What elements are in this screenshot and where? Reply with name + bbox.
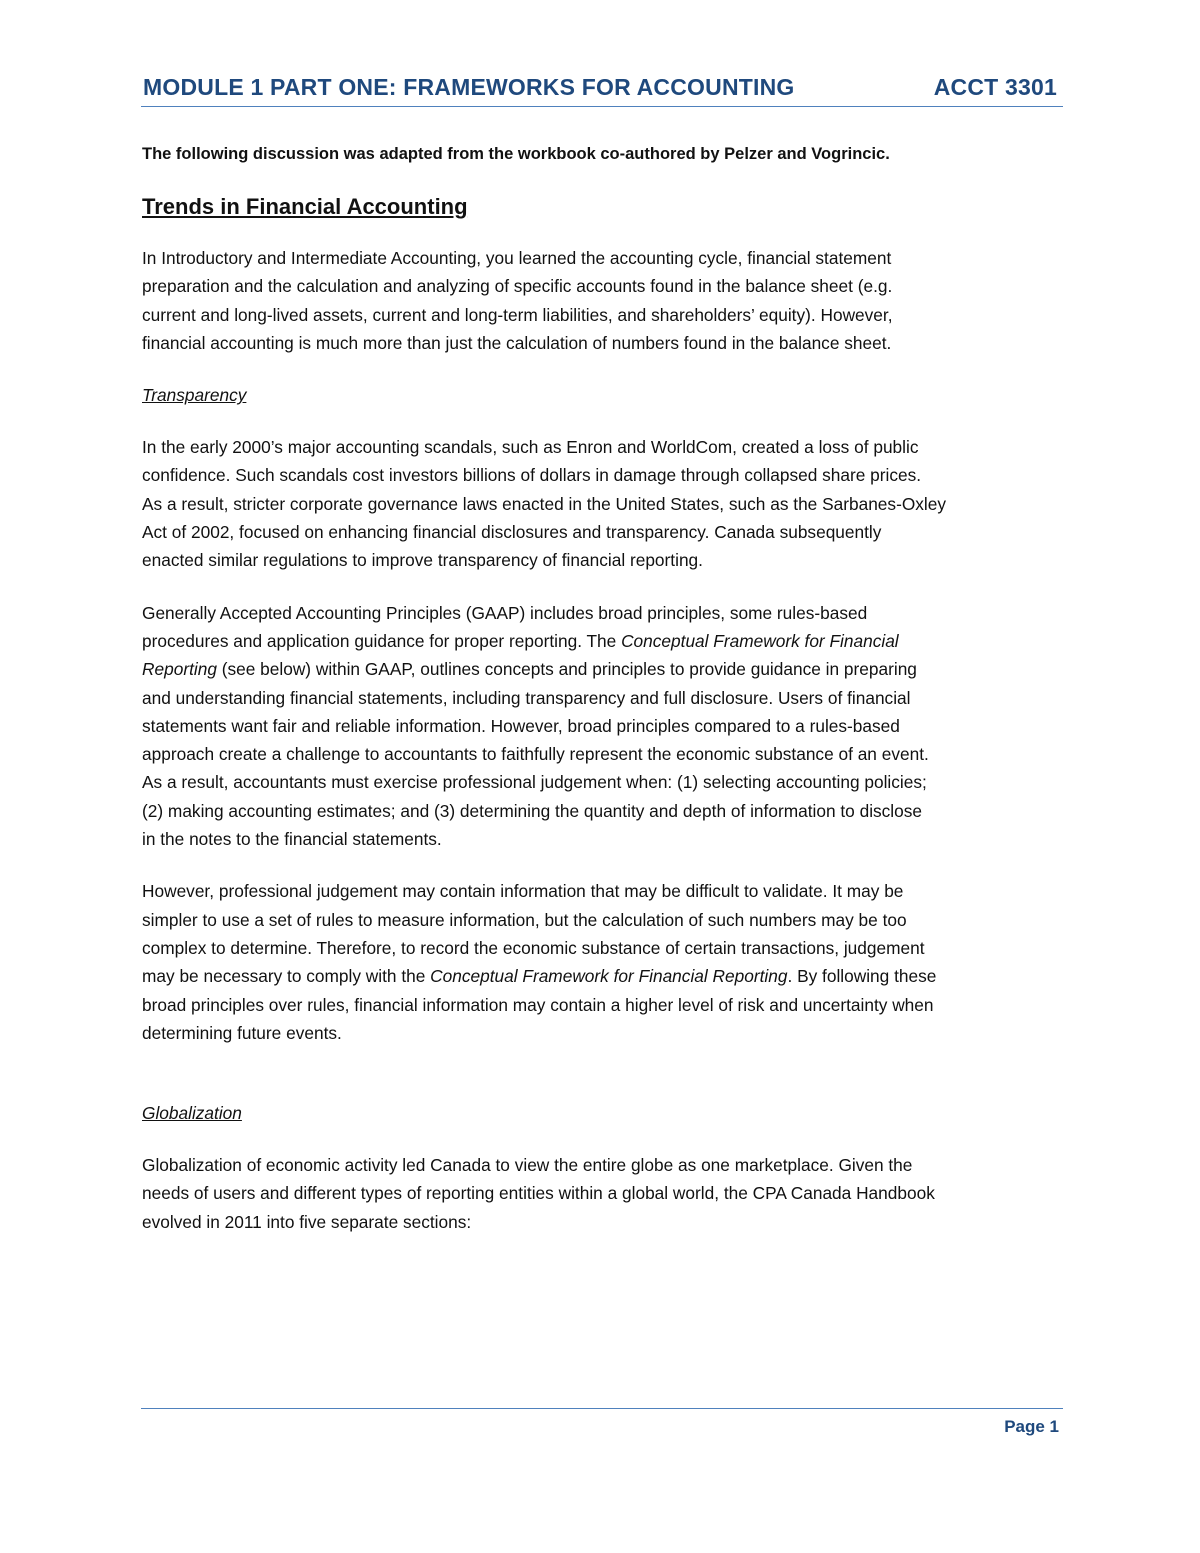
text-line: evolved in 2011 into five separate sections: bbox=[142, 1211, 472, 1232]
text-line: Globalization of economic activity led Canada to view the entire globe as one marketplace. Given the bbox=[142, 1155, 913, 1176]
text-line: Generally Accepted Accounting Principles (GAAP) includes broad principles, some rules-based bbox=[142, 602, 868, 623]
header-title: MODULE 1 PART ONE: FRAMEWORKS FOR ACCOUNTING bbox=[143, 74, 795, 100]
page-header bbox=[141, 72, 1063, 107]
text-line bbox=[142, 655, 1062, 683]
text-line: broad principles over rules, financial information may contain a higher level of risk and uncertainty when bbox=[142, 994, 934, 1015]
text-run: procedures and application guidance for proper reporting. The bbox=[142, 630, 622, 651]
text-line: As a result, stricter corporate governance laws enacted in the United States, such as the Sarbanes-Oxley bbox=[142, 493, 946, 514]
page-number: Page 1 bbox=[1004, 1417, 1059, 1436]
text-line: In Introductory and Intermediate Accounting, you learned the accounting cycle, financial statement bbox=[142, 248, 892, 268]
subheading-transparency: Transparency bbox=[142, 385, 247, 406]
text-line: current and long-lived assets, current and long-term liabilities, and shareholders’ equity). However, bbox=[142, 304, 893, 325]
italic-title-run: Conceptual Framework for Financial Reporting bbox=[430, 966, 788, 987]
text-line: simpler to use a set of rules to measure information, but the calculation of such numbers may be too bbox=[142, 909, 907, 930]
text-line bbox=[142, 627, 1062, 655]
text-line bbox=[142, 962, 1062, 990]
text-line: determining future events. bbox=[142, 1022, 342, 1043]
text-line: enacted similar regulations to improve transparency of financial reporting. bbox=[142, 550, 703, 571]
paragraph-gaap bbox=[142, 599, 1062, 854]
text-run: may be necessary to comply with the bbox=[142, 966, 431, 987]
text-run: (see below) within GAAP, outlines concepts and principles to provide guidance in preparing bbox=[216, 659, 917, 680]
text-line: (2) making accounting estimates; and (3) determining the quantity and depth of information to disclose bbox=[142, 800, 923, 821]
paragraph-globalization bbox=[142, 1151, 1062, 1236]
text-line: statements want fair and reliable information. However, broad principles compared to a rules-based bbox=[142, 715, 900, 736]
text-line: and understanding financial statements, including transparency and full disclosure. Users of financial bbox=[142, 687, 911, 708]
paragraph-intro bbox=[142, 244, 1062, 357]
text-line: complex to determine. Therefore, to record the economic substance of certain transactions, judgement bbox=[142, 937, 925, 958]
text-line: preparation and the calculation and analyzing of specific accounts found in the balance sheet (e.g. bbox=[142, 276, 893, 297]
subheading-globalization: Globalization bbox=[142, 1103, 242, 1124]
paragraph-judgement bbox=[142, 877, 1062, 1047]
section-heading-trends: Trends in Financial Accounting bbox=[142, 194, 468, 219]
text-line: confidence. Such scandals cost investors billions of dollars in damage through collapsed share prices. bbox=[142, 465, 922, 486]
paragraph-transparency bbox=[142, 433, 1062, 574]
text-run: . By following these bbox=[787, 966, 937, 987]
document-body bbox=[142, 140, 1062, 1260]
text-line: Act of 2002, focused on enhancing financial disclosures and transparency. Canada subsequently bbox=[142, 522, 882, 543]
header-course-code: ACCT 3301 bbox=[933, 74, 1057, 100]
intro-note: The following discussion was adapted from the workbook co-authored by Pelzer and Vogrincic. bbox=[142, 145, 890, 163]
text-line: However, professional judgement may contain information that may be difficult to validate. It may be bbox=[142, 881, 904, 902]
text-line: financial accounting is much more than just the calculation of numbers found in the balance sheet. bbox=[142, 332, 892, 353]
text-line: In the early 2000’s major accounting scandals, such as Enron and WorldCom, created a loss of public bbox=[142, 437, 919, 458]
text-line: approach create a challenge to accountants to faithfully represent the economic substance of an event. bbox=[142, 744, 929, 765]
italic-title-run: Conceptual Framework for Financial bbox=[621, 630, 899, 651]
text-line: As a result, accountants must exercise professional judgement when: (1) selecting accounting policies; bbox=[142, 772, 927, 793]
italic-title-run: Reporting bbox=[142, 659, 217, 680]
page-footer bbox=[141, 1408, 1063, 1449]
text-line: needs of users and different types of reporting entities within a global world, the CPA Canada Handbook bbox=[142, 1183, 935, 1204]
text-line: in the notes to the financial statements. bbox=[142, 829, 442, 850]
